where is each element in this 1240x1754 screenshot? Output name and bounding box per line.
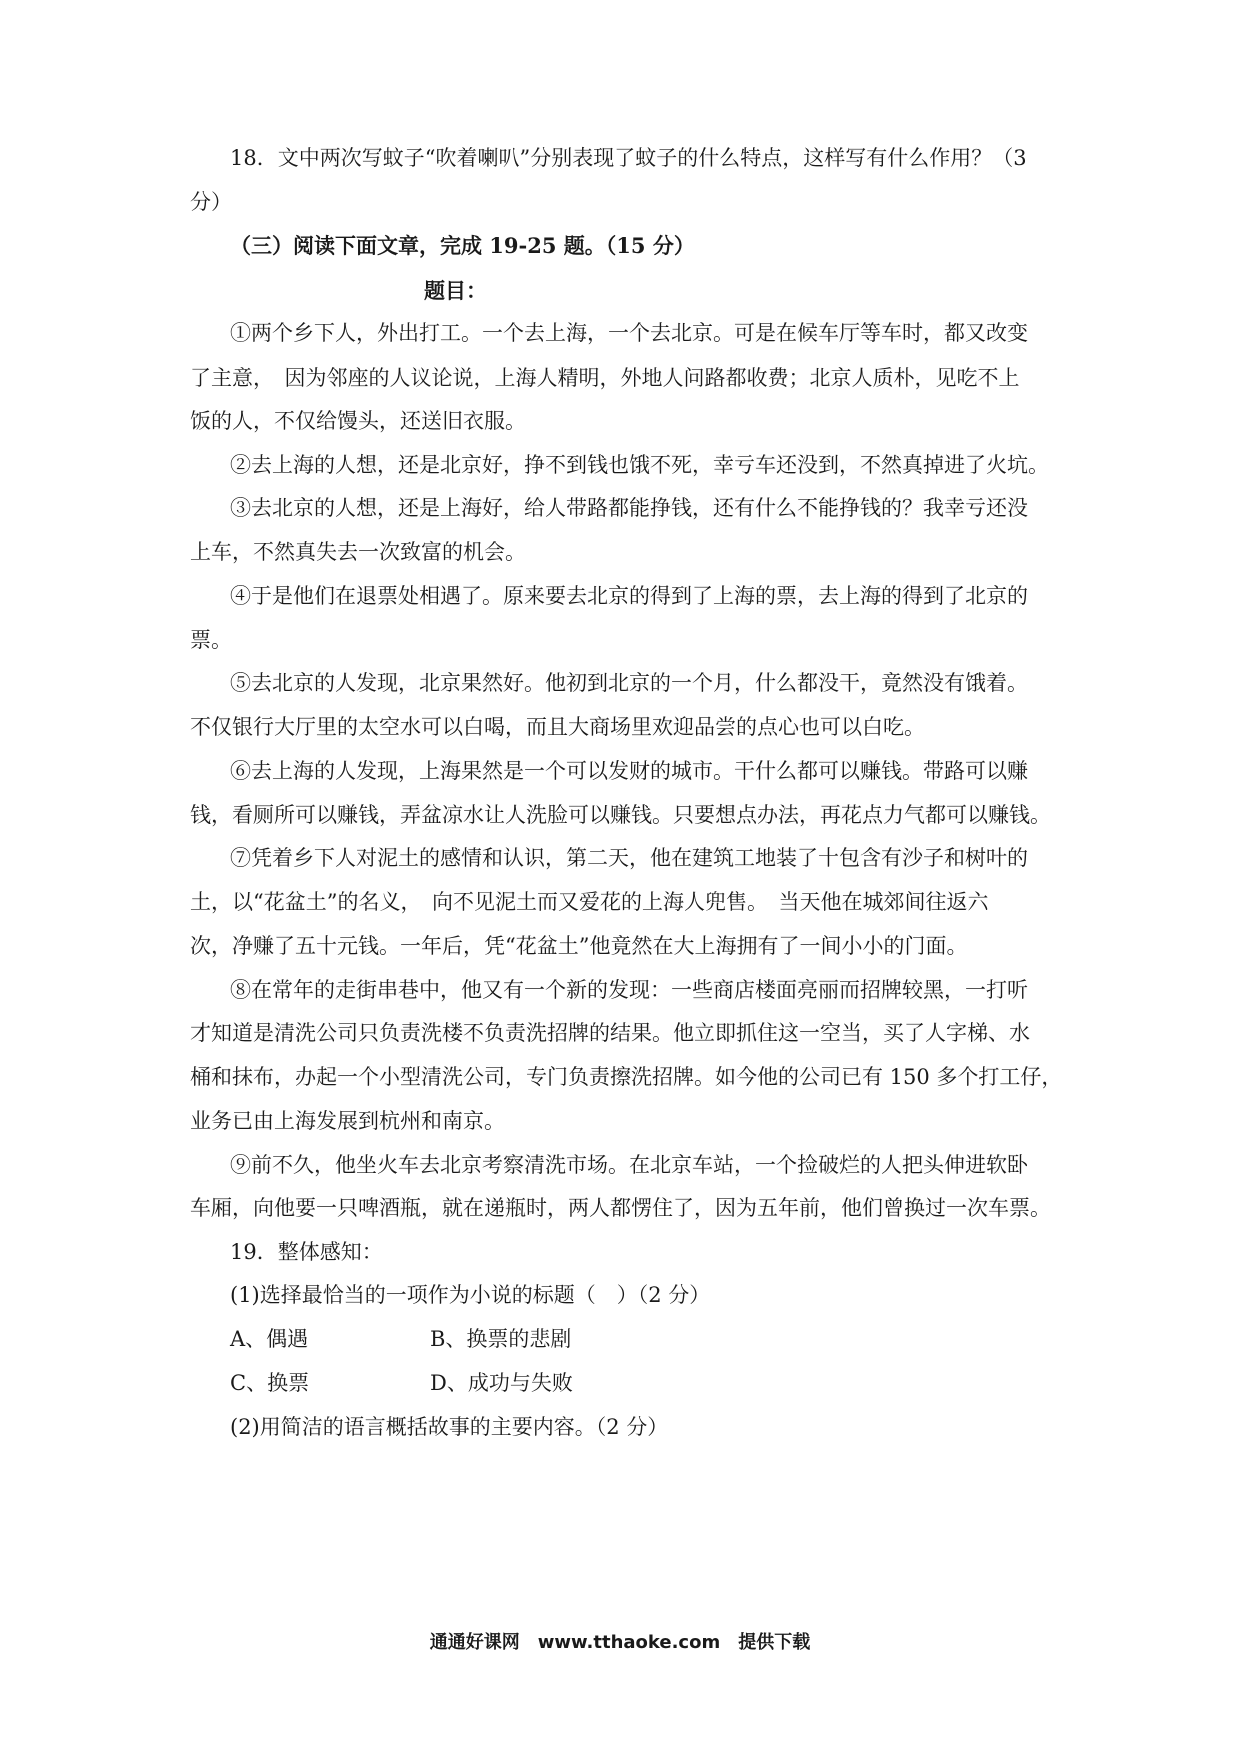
- option-c: C、换票: [230, 1371, 310, 1395]
- paragraph-3-line-1: ③去北京的人想，还是上海好，给人带路都能挣钱，还有什么不能挣钱的？我幸亏还没: [230, 496, 1028, 520]
- paragraph-4-line-2: 票。: [190, 628, 232, 652]
- paragraph-7-line-3: 次，净赚了五十元钱。一年后，凭“花盆土”他竟然在大上海拥有了一间小小的门面。: [190, 934, 968, 958]
- paragraph-1-line-1: ①两个乡下人，外出打工。一个去上海，一个去北京。可是在候车厅等车时，都又改变: [230, 321, 1028, 345]
- page-footer: 通通好课网 www.tthaoke.com 提供下载: [429, 1632, 811, 1653]
- paragraph-2-line-1: ②去上海的人想，还是北京好，挣不到钱也饿不死，幸亏车还没到，不然真掉进了火坑。: [230, 453, 1049, 477]
- section-3-heading: （三）阅读下面文章，完成 19-25 题。（15 分）: [230, 233, 695, 258]
- paragraph-1-line-3: 饭的人，不仅给馒头，还送旧衣服。: [190, 409, 526, 433]
- passage-title-label: 题目：: [424, 278, 487, 303]
- question-18-line-2: 分）: [190, 190, 232, 214]
- option-b: B、换票的悲剧: [430, 1327, 572, 1351]
- paragraph-5-line-1: ⑤去北京的人发现，北京果然好。他初到北京的一个月，什么都没干，竟然没有饿着。: [230, 671, 1028, 695]
- paragraph-8-line-2: 才知道是清洗公司只负责洗楼不负责洗招牌的结果。他立即抓住这一空当，买了人字梯、水: [190, 1021, 1030, 1045]
- paragraph-7-line-2: 土，以“花盆土”的名义， 向不见泥土而又爱花的上海人兜售。 当天他在城郊间往返六: [190, 890, 989, 914]
- paragraph-9-line-2: 车厢，向他要一只啤酒瓶，就在递瓶时，两人都愣住了，因为五年前，他们曾换过一次车票。: [190, 1196, 1051, 1220]
- paragraph-6-line-1: ⑥去上海的人发现，上海果然是一个可以发财的城市。干什么都可以赚钱。带路可以赚: [230, 759, 1028, 783]
- paragraph-9-line-1: ⑨前不久，他坐火车去北京考察清洗市场。在北京车站，一个捡破烂的人把头伸进软卧: [230, 1153, 1028, 1177]
- question-19-heading: 19．整体感知：: [230, 1240, 383, 1264]
- option-d: D、成功与失败: [430, 1371, 573, 1395]
- question-18-line-1: 18．文中两次写蚊子“吹着喇叭”分别表现了蚊子的什么特点，这样写有什么作用？（3: [230, 146, 1027, 170]
- question-19-sub-1: (1)选择最恰当的一项作为小说的标题（ ）（2 分）: [230, 1283, 711, 1307]
- paragraph-7-line-1: ⑦凭着乡下人对泥土的感情和认识，第二天，他在建筑工地装了十包含有沙子和树叶的: [230, 846, 1028, 870]
- paragraph-8-line-3: 桶和抹布，办起一个小型清洗公司，专门负责擦洗招牌。如今他的公司已有 150 多个打工仔，: [190, 1065, 1063, 1089]
- question-19-sub-2: (2)用简洁的语言概括故事的主要内容。（2 分）: [230, 1415, 669, 1439]
- option-a: A、偶遇: [230, 1327, 309, 1351]
- paragraph-5-line-2: 不仅银行大厅里的太空水可以白喝，而且大商场里欢迎品尝的点心也可以白吃。: [190, 715, 925, 739]
- paragraph-4-line-1: ④于是他们在退票处相遇了。原来要去北京的得到了上海的票，去上海的得到了北京的: [230, 584, 1028, 608]
- paragraph-8-line-4: 业务已由上海发展到杭州和南京。: [190, 1109, 505, 1133]
- paragraph-1-line-2: 了主意， 因为邻座的人议论说，上海人精明，外地人问路都收费；北京人质朴，见吃不上: [190, 366, 1020, 390]
- paragraph-8-line-1: ⑧在常年的走街串巷中，他又有一个新的发现：一些商店楼面亮丽而招牌较黑，一打听: [230, 978, 1028, 1002]
- paragraph-6-line-2: 钱，看厕所可以赚钱，弄盆凉水让人洗脸可以赚钱。只要想点办法，再花点力气都可以赚钱。: [190, 803, 1051, 827]
- paragraph-3-line-2: 上车，不然真失去一次致富的机会。: [190, 540, 526, 564]
